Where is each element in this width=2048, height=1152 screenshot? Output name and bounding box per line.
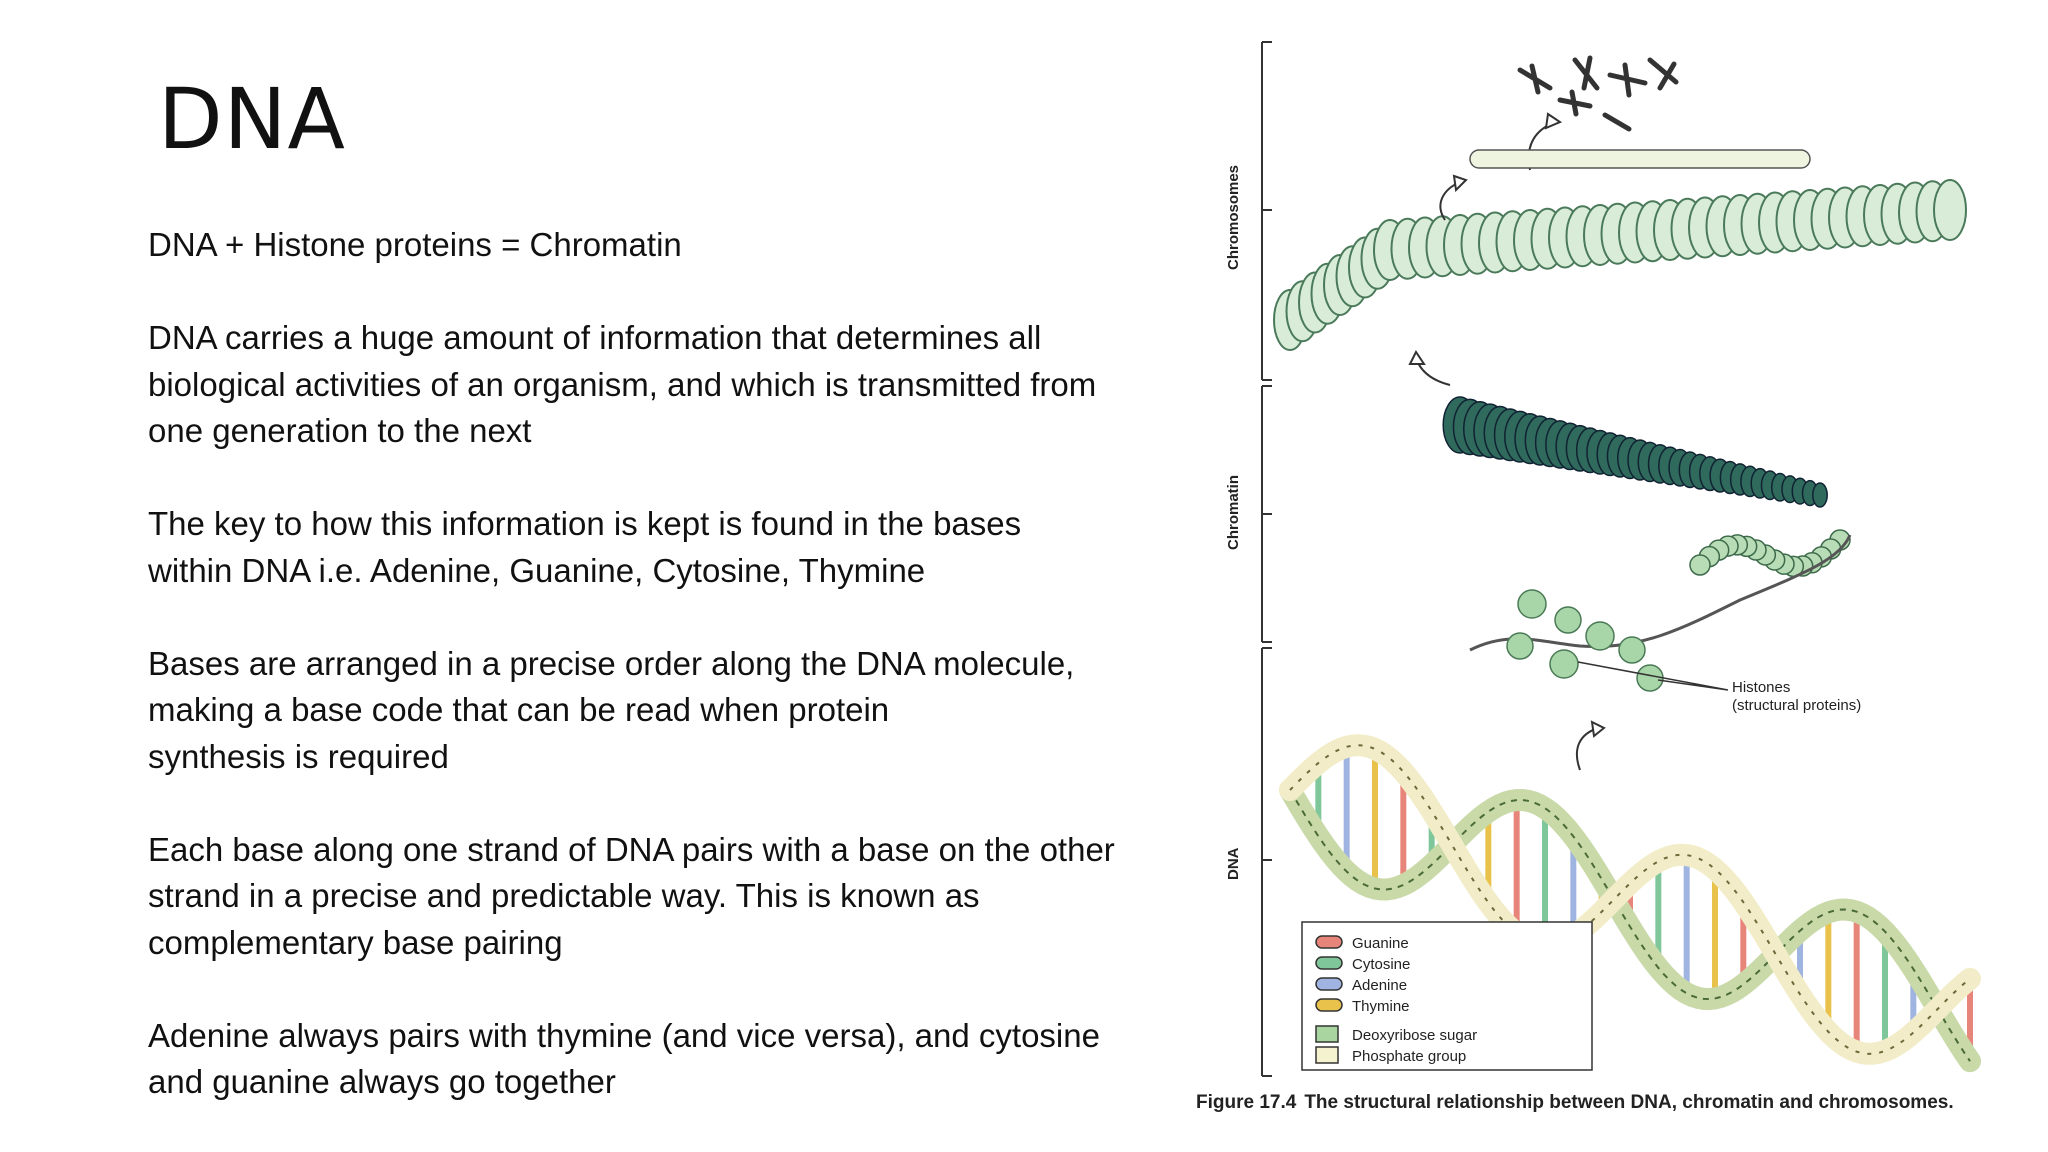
legend-swatch <box>1316 978 1342 990</box>
legend-swatch <box>1316 1047 1338 1063</box>
legend-swatch <box>1316 999 1342 1011</box>
histones-label: Histones <box>1732 679 1791 696</box>
label-chromatin: Chromatin <box>1225 475 1242 550</box>
legend-label: Phosphate group <box>1352 1048 1467 1065</box>
legend-label: Thymine <box>1352 998 1410 1015</box>
paragraph-dna-information: DNA carries a huge amount of information that determines all biological activities of an organism, and which is transmitted from one generation to the next <box>148 319 1097 449</box>
supercoiled-fiber <box>1274 180 1966 350</box>
paragraph-bases-key: The key to how this information is kept is found in the bases within DNA i.e. Adenine, Guanine, Cytosine, Thymine <box>148 505 1022 589</box>
condensed-chromatin <box>1443 397 1827 507</box>
legend-item-phosphate-group <box>1316 1047 1466 1065</box>
nucleosome-chain <box>1470 530 1850 650</box>
legend-label: Guanine <box>1352 935 1409 952</box>
figure-caption <box>1196 1092 1956 1114</box>
legend-label: Adenine <box>1352 977 1408 994</box>
legend-label: Deoxyribose sugar <box>1352 1027 1478 1044</box>
legend-swatch <box>1316 1026 1338 1042</box>
slide-title: DNA <box>158 70 346 168</box>
chromosome-cluster <box>1520 58 1676 129</box>
figure-caption-text: The structural relationship between DNA, chromatin and chromosomes. <box>1304 1092 1954 1113</box>
paragraph-pairing-rules: Adenine always pairs with thymine (and vice versa), and cytosine and guanine always go together <box>148 1016 1100 1100</box>
histone-proteins <box>1507 590 1663 691</box>
legend-swatch <box>1316 936 1342 948</box>
chromosome-fiber <box>1470 150 1810 168</box>
legend-label: Cytosine <box>1352 956 1411 973</box>
dna-structure-figure <box>1180 30 2020 1140</box>
slide-body <box>148 222 1188 1152</box>
figure-legend <box>1302 922 1592 1070</box>
label-dna: DNA <box>1225 847 1242 880</box>
legend-swatch <box>1316 957 1342 969</box>
figure-number: Figure 17.4 <box>1196 1092 1297 1113</box>
figure-illustration <box>1180 30 2020 1140</box>
histones-sublabel: (structural proteins) <box>1732 697 1862 714</box>
paragraph-chromatin-definition: DNA + Histone proteins = Chromatin <box>148 226 682 263</box>
paragraph-base-pairing: Each base along one strand of DNA pairs with a base on the other strand in a precise and predictable way. This is known as complementary base pairing <box>148 830 1115 961</box>
label-chromosomes: Chromosomes <box>1225 164 1242 270</box>
scale-bar <box>1262 42 1272 1076</box>
paragraph-base-order: Bases are arranged in a precise order along the DNA molecule, making a base code that can be read when protein synthesis is required <box>148 644 1075 775</box>
